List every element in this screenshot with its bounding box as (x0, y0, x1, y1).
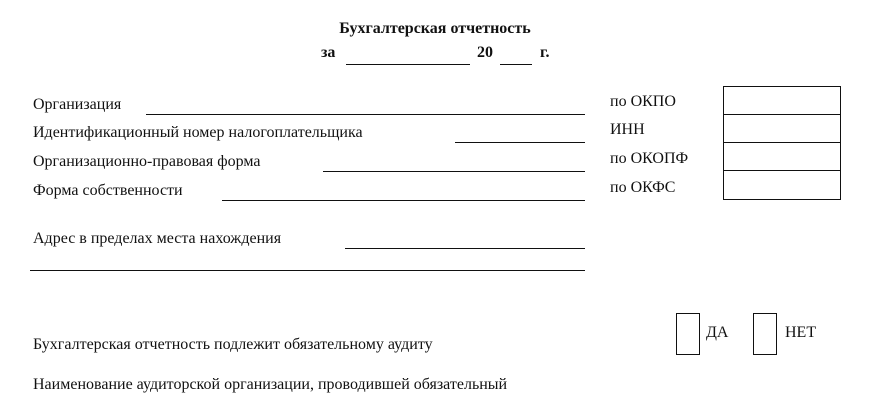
okpo-label: по ОКПО (610, 93, 676, 110)
page-title: Бухгалтерская отчетность (339, 20, 531, 37)
inn-code-label: ИНН (610, 121, 645, 138)
year-suffix: г. (540, 44, 550, 61)
inn-cell[interactable] (724, 115, 840, 143)
audit-no-label: НЕТ (785, 324, 817, 341)
year-field[interactable] (500, 64, 532, 65)
legal-form-label: Организационно-правовая форма (33, 153, 261, 170)
inn-label: Идентификационный номер налогоплательщика (33, 124, 363, 141)
address-field[interactable] (345, 248, 585, 249)
ownership-field[interactable] (222, 200, 585, 201)
legal-form-field[interactable] (323, 171, 585, 172)
okopf-cell[interactable] (724, 143, 840, 171)
organization-field[interactable] (146, 114, 585, 115)
codes-table (723, 86, 841, 200)
okopf-label: по ОКОПФ (610, 150, 689, 167)
ownership-label: Форма собственности (33, 182, 183, 199)
address-label: Адрес в пределах места нахождения (33, 230, 282, 247)
period-field[interactable] (346, 64, 470, 65)
address-field-line-2[interactable] (30, 270, 585, 271)
audit-yes-label: ДА (706, 324, 729, 341)
audit-yes-checkbox[interactable] (676, 313, 700, 355)
audit-question: Бухгалтерская отчетность подлежит обязательному аудиту (33, 336, 433, 353)
okfs-label: по ОКФС (610, 179, 676, 196)
okpo-cell[interactable] (724, 87, 840, 115)
okfs-cell[interactable] (724, 171, 840, 199)
auditor-name-label: Наименование аудиторской организации, проводившей обязательный (33, 376, 508, 393)
inn-field[interactable] (455, 142, 585, 143)
organization-label: Организация (33, 96, 122, 113)
audit-no-checkbox[interactable] (753, 313, 777, 355)
period-prefix: за (321, 44, 336, 61)
year-prefix: 20 (477, 44, 493, 61)
